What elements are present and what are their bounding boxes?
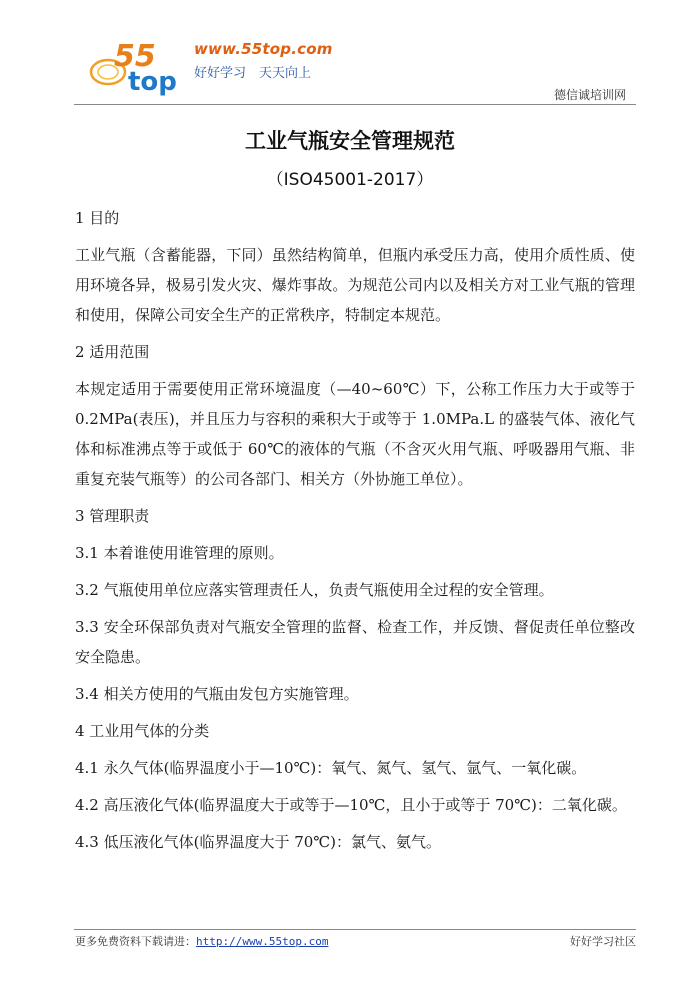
heading-gas-classification: 4 工业用气体的分类 — [75, 722, 210, 740]
logo-url-text: www.55top.com — [194, 40, 333, 58]
document-title: 工业气瓶安全管理规范 — [245, 129, 455, 153]
header-divider — [74, 104, 636, 105]
clause-3-3: 3.3 安全环保部负责对气瓶安全管理的监督、检查工作，并反馈、督促责任单位整改安全隐患。 — [75, 618, 635, 666]
paragraph-scope: 本规定适用于需要使用正常环境温度（—40~60℃）下，公称工作压力大于或等于 0.2MPa(表压)，并且压力与容积的乘积大于或等于 1.0MPa.L 的盛装气体、液化气体和标准沸点等于或低于 60℃的液体的气瓶（不含灭火用气瓶、呼吸器用气瓶、非重复充装气瓶等）的公司各部门、相关方（外协施工单位）。 — [75, 380, 635, 488]
footer-link[interactable]: http://www.55top.com — [196, 935, 329, 948]
heading-purpose: 1 目的 — [75, 209, 120, 227]
55top-logo-icon — [84, 36, 192, 100]
clause-4-2: 4.2 高压液化气体(临界温度大于或等于—10℃，且小于或等于 70℃)：二氧化碳。 — [75, 796, 627, 814]
page-header — [0, 0, 700, 105]
paragraph-purpose: 工业气瓶（含蓄能器，下同）虽然结构简单，但瓶内承受压力高，使用介质性质、使用环境各异，极易引发火灾、爆炸事故。为规范公司内以及相关方对工业气瓶的管理和使用，保障公司安全生产的正常秩序，特制定本规范。 — [75, 246, 635, 324]
svg-text:top: top — [128, 67, 177, 97]
logo-slogan: 好好学习 天天向上 — [194, 66, 312, 81]
site-logo[interactable] — [84, 36, 344, 100]
clause-3-1: 3.1 本着谁使用谁管理的原则。 — [75, 544, 284, 562]
site-name: 德信诚培训网 — [553, 88, 626, 102]
document-subtitle: （ISO45001-2017） — [266, 170, 434, 190]
footer-download-note — [75, 933, 328, 949]
clause-4-1: 4.1 永久气体(临界温度小于—10℃)：氧气、氮气、氢气、氩气、一氧化碳。 — [75, 759, 587, 777]
heading-responsibilities: 3 管理职责 — [75, 507, 150, 525]
svg-text:55: 55 — [114, 39, 156, 74]
clause-3-2: 3.2 气瓶使用单位应落实管理责任人，负责气瓶使用全过程的安全管理。 — [75, 581, 554, 599]
clause-3-4: 3.4 相关方使用的气瓶由发包方实施管理。 — [75, 685, 359, 703]
clause-4-3: 4.3 低压液化气体(临界温度大于 70℃)：氯气、氨气。 — [75, 833, 441, 851]
footer-divider — [74, 929, 636, 930]
heading-scope: 2 适用范围 — [75, 343, 150, 361]
footer-left-text: 更多免费资料下载请进： — [75, 935, 196, 948]
document-body — [75, 203, 635, 864]
footer-community: 好好学习社区 — [570, 935, 636, 948]
